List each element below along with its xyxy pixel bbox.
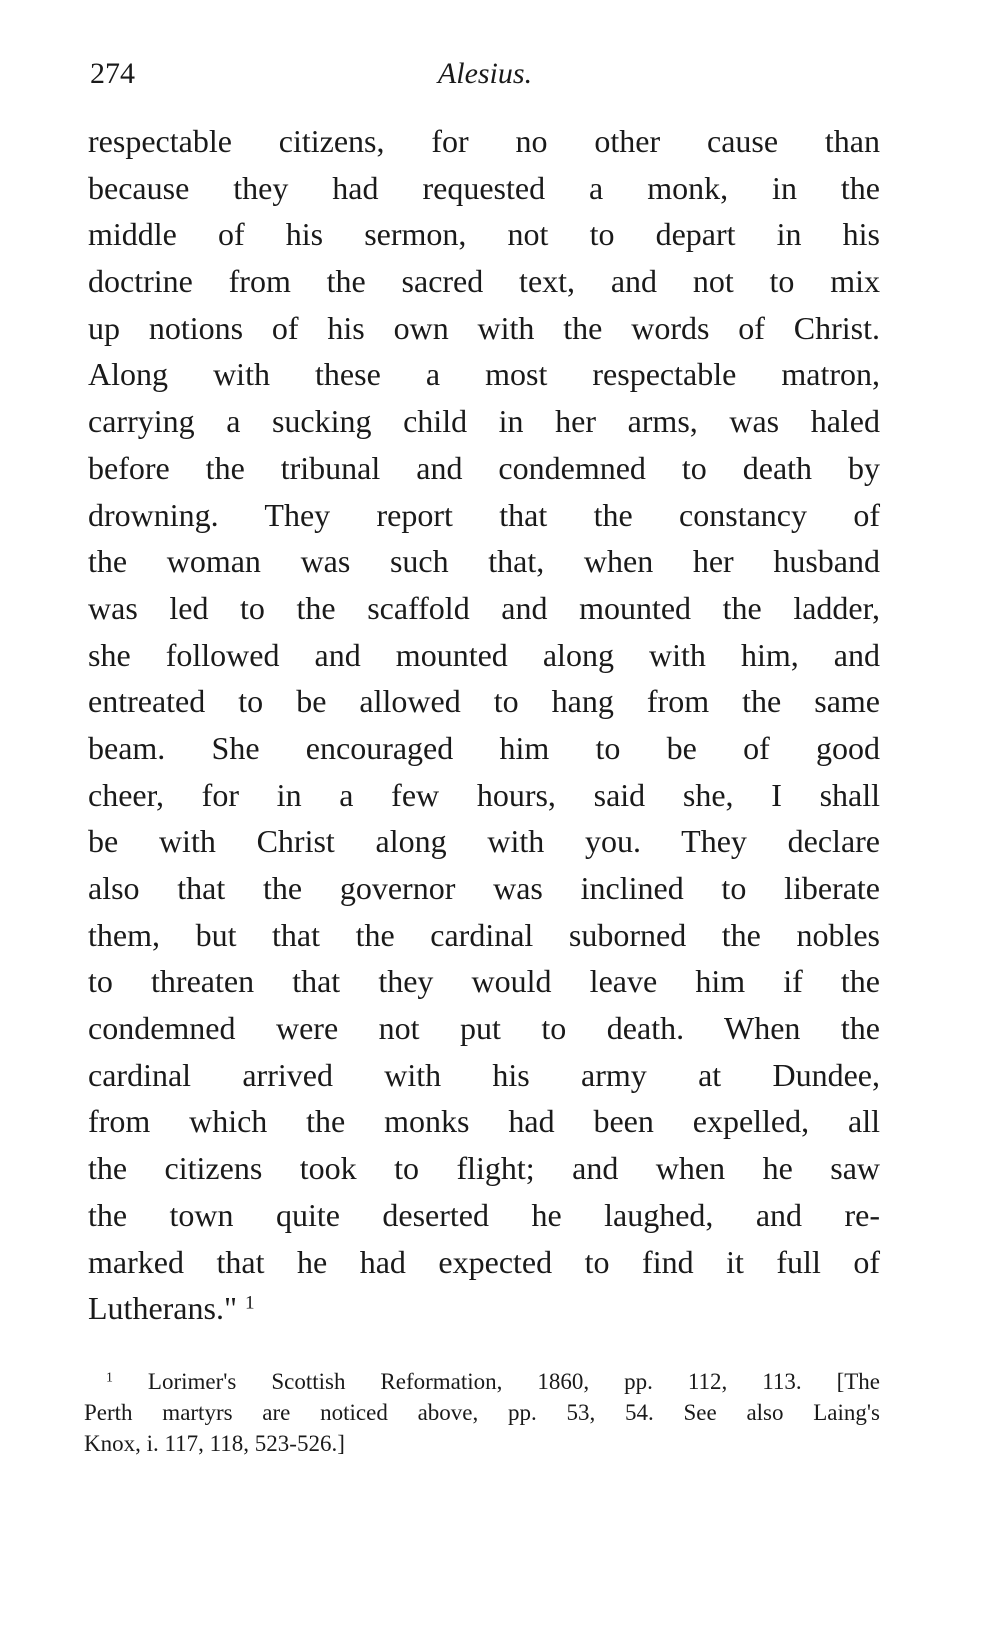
page-number: 274 — [90, 57, 135, 90]
text-line: was led to the scaffold and mounted the ladder, — [88, 589, 880, 626]
footnote-line: Perth martyrs are noticed above, pp. 53, 54. See also Laing's — [84, 1400, 880, 1425]
text-line-content: Lutherans." — [88, 1290, 238, 1327]
text-line: also that the governor was inclined to liberate — [88, 870, 880, 906]
text-line: condemned were not put to death. When the — [88, 1010, 880, 1047]
text-line: she followed and mounted along with him, and — [88, 636, 880, 673]
page-header — [90, 50, 880, 98]
text-line: the town quite deserted he laughed, and re- — [88, 1196, 880, 1233]
text-line: to threaten that they would leave him if the — [88, 963, 880, 1000]
text-line: cardinal arrived with his army at Dundee, — [88, 1056, 880, 1093]
text-line: from which the monks had been expelled, all — [88, 1103, 880, 1140]
text-line: entreated to be allowed to hang from the same — [88, 683, 880, 720]
text-line: Along with these a most respectable matron, — [88, 356, 880, 393]
text-line: the citizens took to flight; and when he saw — [88, 1150, 880, 1187]
text-line: up notions of his own with the words of Christ. — [88, 309, 880, 346]
footnote-marker: 1 — [106, 1369, 113, 1385]
text-line: carrying a sucking child in her arms, was haled — [88, 403, 880, 440]
text-line: the woman was such that, when her husband — [88, 543, 880, 580]
text-line: beam. She encouraged him to be of good — [88, 729, 880, 766]
text-line: because they had requested a monk, in the — [88, 169, 880, 206]
running-title: Alesius. — [437, 57, 533, 90]
text-line: drowning. They report that the constancy of — [88, 496, 880, 533]
text-line: doctrine from the sacred text, and not to mix — [88, 263, 880, 300]
footnote — [84, 1366, 880, 1459]
text-line: cheer, for in a few hours, said she, I shall — [88, 776, 880, 813]
text-line: them, but that the cardinal suborned the nobles — [88, 916, 880, 953]
footnote-text: Lorimer's Scottish Reformation, 1860, pp. 112, 113. [The — [147, 1369, 881, 1394]
footnote-line — [84, 1366, 880, 1397]
text-line: marked that he had expected to find it full of — [88, 1243, 880, 1280]
text-line-last — [88, 1285, 880, 1332]
text-line: be with Christ along with you. They declare — [88, 823, 880, 860]
text-line: before the tribunal and condemned to death by — [88, 449, 880, 486]
footnote-reference: 1 — [245, 1292, 255, 1314]
text-line: respectable citizens, for no other cause than — [88, 123, 880, 159]
body-text — [88, 118, 880, 1332]
text-line: middle of his sermon, not to depart in his — [88, 216, 880, 253]
footnote-line: Knox, i. 117, 118, 523-526.] — [84, 1431, 345, 1456]
